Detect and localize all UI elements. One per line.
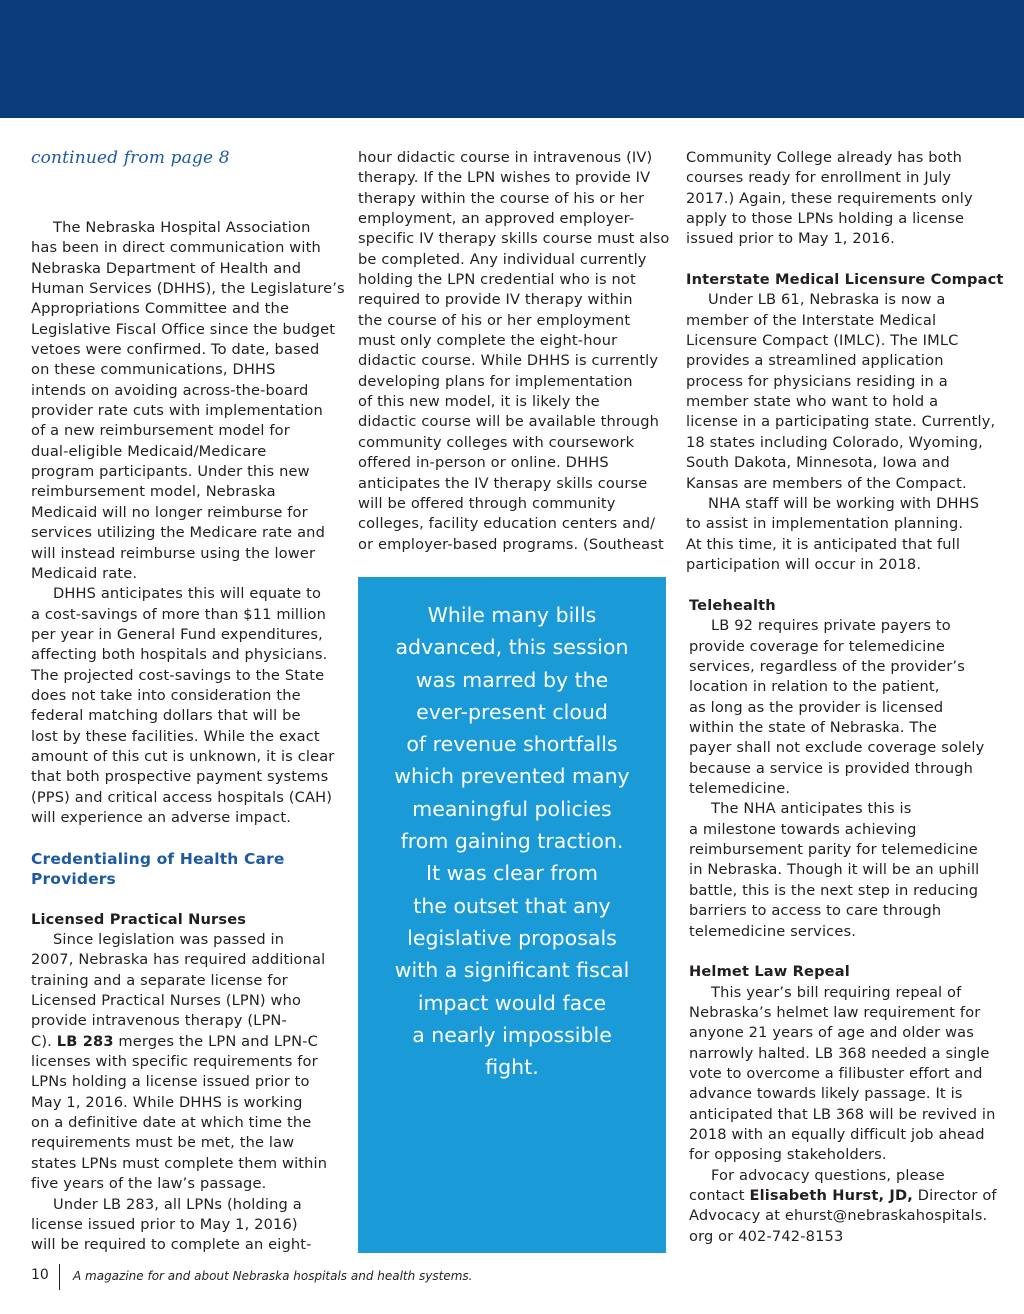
pull-quote-line: with a significant fiscal	[394, 958, 630, 983]
text-line: NHA staff will be working with DHHS	[708, 494, 980, 512]
paragraph-imlc-staff	[686, 494, 1006, 575]
text-line: will be offered through community	[358, 494, 616, 512]
paragraph-telehealth-parity	[689, 799, 1009, 941]
text-line: Community College already has both	[686, 149, 963, 166]
column-3-bottom	[689, 596, 1009, 1247]
column-3-top	[686, 148, 1006, 575]
subheading-helmet-law: Helmet Law Repeal	[689, 963, 850, 981]
text-line: the course of his or her employment	[358, 311, 631, 329]
text-line: of this new model, it is likely the	[358, 393, 600, 411]
contact-email-line: Advocacy at ehurst@nebraskahospitals.	[689, 1207, 988, 1225]
text-line: The projected cost-savings to the State	[31, 666, 325, 684]
text-line: apply to those LPNs holding a license	[686, 210, 965, 228]
text-line: Nebraska Department of Health and	[31, 259, 302, 277]
page-number: 10	[31, 1267, 49, 1283]
text-line: will experience an adverse impact.	[31, 808, 292, 826]
text-line: for opposing stakeholders.	[689, 1146, 887, 1164]
text-line: because a service is provided through	[689, 759, 974, 777]
pull-quote-line: meaningful policies	[412, 796, 612, 821]
text-line: Since legislation was passed in	[53, 931, 285, 949]
text-line: Nebraska’s helmet law requirement for	[689, 1003, 981, 1021]
text-line: LB 92 requires private payers to	[711, 617, 951, 635]
text-line: on these communications, DHHS	[31, 361, 276, 379]
pull-quote-line: fight.	[485, 1055, 539, 1080]
text-line: offered in-person or online. DHHS	[358, 454, 609, 472]
text-line: has been in direct communication with	[31, 239, 321, 257]
text-line: colleges, facility education centers and/	[358, 515, 656, 533]
text-line: At this time, it is anticipated that full	[686, 535, 961, 553]
text-line: Human Services (DHHS), the Legislature’s	[31, 280, 345, 298]
text-line: employment, an approved employer-	[358, 210, 635, 228]
pull-quote-line: which prevented many	[394, 764, 630, 789]
text-line: therapy within the course of his or her	[358, 189, 645, 207]
bill-reference-lb283: LB 283	[56, 1032, 114, 1050]
text-line: does not take into consideration the	[31, 686, 301, 704]
text-line: federal matching dollars that will be	[31, 707, 301, 725]
text-line: hour didactic course in intravenous (IV)	[358, 149, 653, 166]
paragraph-nha-communication	[31, 218, 345, 584]
text-line: anyone 21 years of age and older was	[689, 1024, 975, 1042]
text-line: intends on avoiding across-the-board	[31, 381, 309, 399]
pull-quote-line: While many bills	[427, 603, 597, 627]
contact-name: Elisabeth Hurst, JD,	[749, 1186, 913, 1204]
text-line: anticipates the IV therapy skills course	[358, 474, 648, 492]
paragraph-telehealth	[689, 616, 1009, 799]
subheading-imlc: Interstate Medical Licensure Compact	[686, 271, 1004, 289]
text-line: license in a participating state. Currently,	[686, 413, 996, 431]
text-line: provide intravenous therapy (LPN-	[31, 1012, 287, 1030]
paragraph-cost-savings	[31, 584, 341, 828]
pull-quote-line: ever-present cloud	[416, 699, 608, 724]
text-line: licenses with specific requirements for	[31, 1053, 318, 1071]
pull-quote-line: of revenue shortfalls	[406, 732, 618, 757]
column-1	[31, 148, 345, 1256]
text-line: The NHA anticipates this is	[711, 800, 912, 818]
text-line: (PPS) and critical access hospitals (CAH)	[31, 788, 333, 806]
text-line: telemedicine services.	[689, 922, 857, 940]
text-line: per year in General Fund expenditures,	[31, 625, 323, 643]
text-line: holding the LPN credential who is not	[358, 271, 636, 289]
paragraph-helmet-law	[689, 983, 1009, 1166]
subheading-telehealth: Telehealth	[689, 597, 776, 614]
text-segment: merges the LPN and LPN-C	[113, 1032, 318, 1050]
text-line: For advocacy questions, please	[711, 1166, 945, 1184]
text-line: DHHS anticipates this will equate to	[53, 585, 322, 603]
subheading-lpn: Licensed Practical Nurses	[31, 910, 247, 928]
text-line: process for physicians residing in a	[686, 372, 948, 390]
text-line: battle, this is the next step in reducing	[689, 881, 979, 899]
text-line: be completed. Any individual currently	[358, 250, 647, 268]
text-line: 18 states including Colorado, Wyoming,	[686, 433, 983, 451]
paragraph-southeast-cc	[686, 148, 1006, 250]
text-line: training and a separate license for	[31, 971, 288, 989]
paragraph-lpn-legislation	[31, 930, 341, 1194]
text-line: May 1, 2016. While DHHS is working	[31, 1093, 303, 1111]
text-segment: contact	[689, 1186, 750, 1204]
text-line: vote to overcome a filibuster effort and	[689, 1064, 983, 1082]
text-line: program participants. Under this new	[31, 463, 310, 481]
text-line: telemedicine.	[689, 780, 791, 798]
pull-quote-line: a nearly impossible	[412, 1022, 612, 1047]
text-line: Medicaid will no longer reimburse for	[31, 503, 308, 521]
text-line: services, regardless of the provider’s	[689, 658, 965, 676]
text-line: developing plans for implementation	[358, 372, 633, 390]
text-line: within the state of Nebraska. The	[689, 719, 938, 737]
text-line: South Dakota, Minnesota, Iowa and	[686, 454, 950, 472]
text-line: license issued prior to May 1, 2016)	[31, 1215, 298, 1233]
text-line: reimbursement parity for telemedicine	[689, 841, 978, 859]
text-line: participation will occur in 2018.	[686, 555, 922, 573]
text-segment: C).	[31, 1032, 57, 1050]
text-line: dual-eligible Medicaid/Medicare	[31, 442, 267, 460]
pull-quote	[358, 577, 666, 1253]
text-line: reimbursement model, Nebraska	[31, 483, 276, 501]
continued-from-label: continued from page 8	[31, 148, 230, 168]
text-line: therapy. If the LPN wishes to provide IV	[358, 169, 651, 187]
paragraph-advocacy-contact	[689, 1166, 1009, 1247]
text-line: lost by these facilities. While the exact	[31, 727, 320, 745]
text-line: The Nebraska Hospital Association	[53, 219, 311, 236]
text-line: amount of this cut is unknown, it is clear	[31, 747, 335, 765]
text-line: barriers to access to care through	[689, 902, 942, 920]
footer-tagline: A magazine for and about Nebraska hospitals and health systems.	[73, 1269, 473, 1283]
text-segment: Director of	[912, 1186, 997, 1204]
text-line: community colleges with coursework	[358, 433, 635, 451]
text-line: provides a streamlined application	[686, 352, 944, 370]
text-line: requirements must be met, the law	[31, 1134, 295, 1152]
text-line: will instead reimburse using the lower	[31, 544, 316, 562]
text-line: to assist in implementation planning.	[686, 515, 964, 533]
pull-quote-line: from gaining traction.	[400, 829, 624, 854]
text-line: required to provide IV therapy within	[358, 291, 633, 309]
text-line: on a definitive date at which time the	[31, 1114, 312, 1132]
text-line: provide coverage for telemedicine	[689, 637, 946, 655]
text-line: services utilizing the Medicare rate and	[31, 524, 325, 542]
text-line: vetoes were confirmed. To date, based	[31, 341, 320, 359]
text-line: in Nebraska. Though it will be an uphill	[689, 861, 980, 879]
text-line: a milestone towards achieving	[689, 820, 917, 838]
text-line: that both prospective payment systems	[31, 768, 329, 786]
text-line: location in relation to the patient,	[689, 678, 940, 696]
footer-divider	[59, 1264, 60, 1290]
text-line: or employer-based programs. (Southeast	[358, 535, 664, 553]
text-line: five years of the law’s passage.	[31, 1175, 267, 1193]
column-2	[358, 148, 670, 555]
text-line: Licensure Compact (IMLC). The IMLC	[686, 332, 959, 350]
pull-quote-line: impact would face	[417, 990, 607, 1015]
text-line: affecting both hospitals and physicians.	[31, 646, 328, 664]
text-line: member of the Interstate Medical	[686, 311, 937, 329]
pull-quote-line: advanced, this session	[395, 635, 629, 660]
text-line: Under LB 61, Nebraska is now a	[708, 291, 946, 309]
section-heading-line: Providers	[31, 870, 116, 888]
text-line: states LPNs must complete them within	[31, 1154, 328, 1172]
text-line: issued prior to May 1, 2016.	[686, 230, 895, 248]
text-line: This year’s bill requiring repeal of	[711, 983, 962, 1001]
text-line	[689, 1186, 1009, 1206]
pull-quote-line: the outset that any	[413, 893, 611, 918]
contact-phone-line: org or 402-742-8153	[689, 1227, 844, 1245]
header-banner	[0, 0, 1024, 118]
section-heading-line: Credentialing of Health Care	[31, 849, 285, 868]
text-line: anticipated that LB 368 will be revived in	[689, 1105, 996, 1123]
paragraph-imlc	[686, 290, 1006, 493]
text-line: Kansas are members of the Compact.	[686, 474, 967, 492]
text-line: will be required to complete an eight-	[31, 1236, 312, 1254]
text-line: specific IV therapy skills course must also	[358, 230, 670, 248]
text-line: of a new reimbursement model for	[31, 422, 290, 440]
text-line: didactic course will be available through	[358, 413, 660, 431]
text-line: Medicaid rate.	[31, 564, 138, 582]
text-line: a cost-savings of more than $11 million	[31, 605, 327, 623]
text-line: as long as the provider is licensed	[689, 698, 944, 716]
text-line: LPNs holding a license issued prior to	[31, 1073, 310, 1091]
text-line	[31, 1032, 341, 1052]
text-line: Under LB 283, all LPNs (holding a	[53, 1195, 302, 1213]
text-line: 2017.) Again, these requirements only	[686, 189, 973, 207]
pull-quote-line: was marred by the	[415, 667, 609, 692]
text-line: 2018 with an equally difficult job ahead	[689, 1125, 985, 1143]
text-line: provider rate cuts with implementation	[31, 402, 323, 420]
text-line: 2007, Nebraska has required additional	[31, 951, 326, 969]
section-heading-credentialing	[31, 849, 341, 890]
text-line: must only complete the eight-hour	[358, 332, 618, 350]
text-line: Legislative Fiscal Office since the budget	[31, 320, 336, 338]
paragraph-lb283	[31, 1195, 341, 1256]
text-line: Appropriations Committee and the	[31, 300, 290, 318]
text-line: courses ready for enrollment in July	[686, 169, 952, 187]
text-line: narrowly halted. LB 368 needed a single	[689, 1044, 990, 1062]
text-line: didactic course. While DHHS is currently	[358, 352, 659, 370]
text-line: payer shall not exclude coverage solely	[689, 739, 985, 757]
pull-quote-line: legislative proposals	[407, 925, 617, 950]
text-line: Licensed Practical Nurses (LPN) who	[31, 992, 302, 1010]
text-line: member state who want to hold a	[686, 393, 939, 411]
text-line: advance towards likely passage. It is	[689, 1085, 963, 1103]
pull-quote-line: It was clear from	[426, 861, 598, 886]
